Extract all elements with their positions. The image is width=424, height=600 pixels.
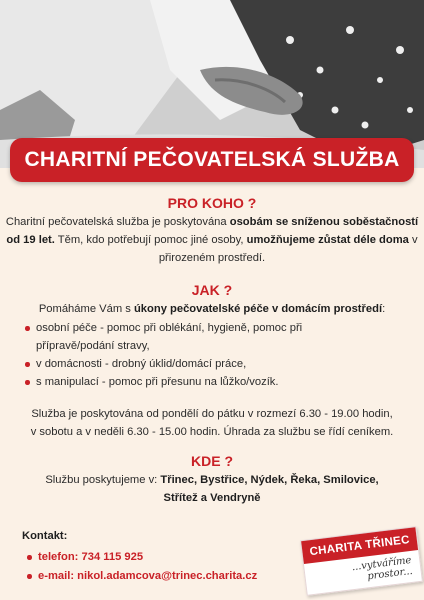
service-hours <box>0 405 424 441</box>
kde-text <box>0 471 424 507</box>
pro-koho-text <box>0 213 424 267</box>
contacts-title: Kontakt: <box>22 530 68 542</box>
main-content <box>0 193 424 507</box>
service-item: s manipulací - pomoc při přesunu na lůžko/vozík. <box>36 373 424 391</box>
page-title: CHARITNÍ PEČOVATELSKÁ SLUŽBA <box>24 148 400 171</box>
contacts-section <box>22 527 257 586</box>
service-hours-line-1: Služba je poskytována od pondělí do pátku v rozmezí 6.30 - 19.00 hodin, <box>31 408 393 420</box>
kde-heading: KDE ? <box>191 453 233 469</box>
pro-koho-bold-1: osobám se sníženou soběstačností od 19 let. <box>6 216 419 246</box>
charita-trinec-logo <box>300 526 423 596</box>
jak-intro-bold: úkony pečovatelské péče v domácím prostředí <box>133 303 383 315</box>
kde-locations-2: Střítež a Vendryně <box>163 492 261 504</box>
logo-name: CHARITA TŘINEC <box>301 527 418 564</box>
kde-locations-1: Třinec, Bystřice, Nýdek, Řeka, Smilovice, <box>160 474 379 486</box>
logo-slogan: ...vytváříme prostor... <box>351 554 414 583</box>
title-banner <box>10 138 414 182</box>
pro-koho-text-2: Těm, kdo potřebují pomoc jiné osoby, <box>54 234 247 246</box>
pro-koho-text-1: Charitní pečovatelská služba je poskytována <box>5 216 230 228</box>
contacts-list <box>22 548 257 586</box>
email-contact[interactable]: e-mail: nikol.adamcova@trinec.charita.cz <box>38 567 257 586</box>
service-item: osobní péče - pomoc při oblékání, hygieně, pomoc při přípravě/podání stravy, <box>36 319 424 355</box>
service-item: v domácnosti - drobný úklid/domácí práce, <box>36 355 424 373</box>
pro-koho-heading: PRO KOHO ? <box>167 195 257 211</box>
pro-koho-bold-2: umožňujeme zůstat déle doma <box>246 234 409 246</box>
jak-intro-colon: : <box>382 303 386 315</box>
jak-intro-text: Pomáháme Vám s <box>38 303 134 315</box>
jak-heading: JAK ? <box>191 282 233 298</box>
pro-koho-text-3: v přirozeném prostředí. <box>158 234 418 264</box>
phone-contact[interactable]: telefon: 734 115 925 <box>38 548 257 567</box>
services-list <box>0 319 424 391</box>
jak-intro <box>0 300 424 318</box>
kde-text-1: Službu poskytujeme v: <box>45 474 161 486</box>
service-hours-line-2: v sobotu a v neděli 6.30 - 15.00 hodin. Úhrada za službu se řídí ceníkem. <box>30 426 394 438</box>
